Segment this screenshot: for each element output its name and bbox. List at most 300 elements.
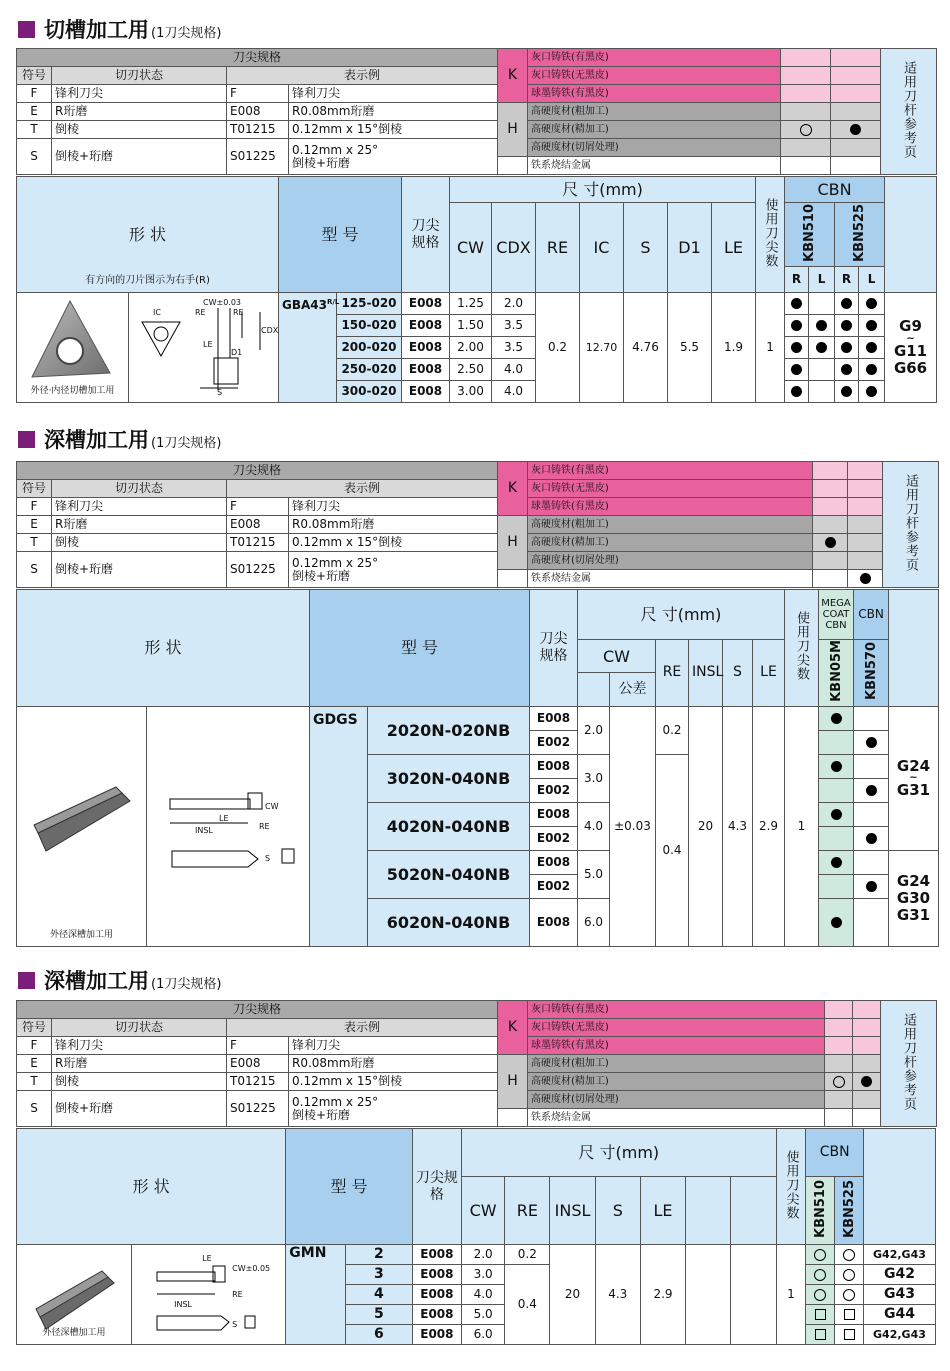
- spec-ex-desc: R0.08mm珩磨: [289, 516, 498, 534]
- spec-ex-desc: 锋利刀尖: [289, 498, 498, 516]
- cdx-value: 4.0: [492, 381, 536, 403]
- spec-value: E008: [402, 381, 450, 403]
- grade-header: KBN510: [812, 1179, 828, 1238]
- spec-state: 倒棱: [52, 534, 227, 552]
- image-caption: 外径·内径切槽加工用: [30, 386, 115, 396]
- ref-page: G30: [896, 888, 931, 907]
- spec-value: E008: [530, 850, 578, 874]
- model-number: 250-020: [337, 359, 402, 381]
- dot-mark-icon: [791, 320, 802, 331]
- ref-page: G24: [896, 757, 931, 776]
- cdx-value: 3.5: [492, 337, 536, 359]
- grade-mark: [835, 315, 859, 337]
- spec-ex-desc: R0.08mm珩磨: [289, 1055, 498, 1073]
- model-number: 4020N-040NB: [368, 802, 530, 850]
- spec-ex-code: S01225: [227, 1091, 289, 1127]
- dim-label: 尺 寸(mm): [462, 1129, 777, 1177]
- tolerance-value: ±0.03: [610, 706, 656, 946]
- series-cell: [279, 293, 340, 403]
- shape-note: 有方向的刀片图示为右手(R): [85, 275, 210, 286]
- spec-ex-desc2: 倒棱+珩磨: [292, 1107, 351, 1122]
- rl-header: R: [835, 267, 859, 293]
- dot-mark-icon: [791, 342, 802, 353]
- s-value: 4.3: [595, 1245, 640, 1345]
- spec-value: E008: [402, 337, 450, 359]
- re-value: 0.2: [536, 293, 580, 403]
- ref-page: G66: [893, 359, 928, 377]
- spec-value: E008: [412, 1245, 461, 1265]
- cw-value: 6.0: [578, 898, 610, 946]
- spec-ex-desc: 0.12mm x 15°倒棱: [289, 1073, 498, 1091]
- dim-col: S: [595, 1177, 640, 1245]
- re-value: 0.2: [505, 1245, 550, 1265]
- grade-mark: [806, 1325, 835, 1345]
- drawing-label: INSL: [195, 825, 213, 835]
- use-label: 使用刀尖数: [783, 1149, 799, 1220]
- dot-mark-icon: [841, 342, 852, 353]
- spec-value: E008: [530, 706, 578, 730]
- spec-code: S: [17, 139, 52, 175]
- section-2-title: [18, 424, 221, 454]
- dot-mark-icon: [816, 320, 827, 331]
- ic-value: 12.70: [580, 293, 624, 403]
- spec-ex-code: T01215: [227, 534, 289, 552]
- groove-insert-image: [18, 709, 146, 945]
- dim-col: INSL: [689, 640, 723, 707]
- material-item: 高硬度材(粗加工): [528, 1055, 825, 1073]
- dot-mark-icon: [866, 298, 877, 309]
- model-number: 125-020: [337, 293, 402, 315]
- dot-mark-icon: [866, 785, 877, 796]
- material-item: 铁系烧结金属: [528, 1109, 825, 1127]
- shape-label: 形 状: [17, 590, 310, 707]
- cw-value: 4.0: [578, 802, 610, 850]
- use-value: 1: [756, 293, 785, 403]
- col-state: 切刃状态: [52, 67, 227, 85]
- spec-state: 倒棱+珩磨: [52, 139, 227, 175]
- dot-mark-icon: [861, 1076, 872, 1087]
- dot-mark-icon: [791, 298, 802, 309]
- spec-state: 锋利刀尖: [52, 498, 227, 516]
- model-number: 3020N-040NB: [368, 754, 530, 802]
- dot-mark-icon: [866, 320, 877, 331]
- ref-page-label: 适用刀杆参考页: [903, 473, 919, 572]
- cw-value: 4.0: [462, 1285, 505, 1305]
- image-caption: 外径深槽加工用: [49, 929, 113, 940]
- ring-mark-icon: [843, 1289, 855, 1301]
- dim-col: IC: [580, 203, 624, 293]
- spec-ex-desc: 0.12mm x 15°倒棱: [289, 534, 498, 552]
- insert-photo: [17, 1245, 132, 1345]
- spec-ex-desc2: 倒棱+珩磨: [292, 155, 351, 170]
- grade-mark: [859, 381, 885, 403]
- material-item: 高硬度材(切屑处理): [528, 139, 781, 157]
- spec-state: R珩磨: [52, 103, 227, 121]
- cw-value: 5.0: [462, 1305, 505, 1325]
- insert-drawing: [132, 1245, 286, 1345]
- section-subtitle-text: (1刀尖规格): [151, 976, 222, 992]
- drawing-label: RE: [195, 308, 206, 317]
- dot-mark-icon: [831, 713, 842, 724]
- dim-col: INSL: [550, 1177, 595, 1245]
- cw-value: 6.0: [462, 1325, 505, 1345]
- series-sup: R/L: [326, 298, 340, 306]
- model-label: 型 号: [310, 590, 530, 707]
- technical-drawing: [148, 709, 308, 945]
- spec-table-1: [16, 48, 937, 175]
- grade-mark: [835, 337, 859, 359]
- section-3-title: [18, 965, 221, 995]
- ref-page: G31: [896, 781, 931, 800]
- material-h: H: [498, 1055, 528, 1109]
- insert-photo: [17, 706, 147, 946]
- grade-mark: [806, 1265, 835, 1285]
- drawing-label: RE: [232, 1290, 243, 1299]
- spec-ex-desc: 0.12mm x 25°: [292, 142, 379, 157]
- grade-mark: [848, 570, 883, 588]
- grade-header: KBN525: [841, 1179, 857, 1238]
- cw-value: 2.0: [462, 1245, 505, 1265]
- ring-mark-icon: [843, 1269, 855, 1281]
- le-value: 2.9: [753, 706, 785, 946]
- ref-page: G11: [893, 342, 928, 360]
- insert-drawing: [129, 293, 279, 403]
- insert-drawing: [147, 706, 310, 946]
- ref-page: G31: [896, 905, 931, 924]
- model-number: 4: [345, 1285, 412, 1305]
- grade-header: KBN525: [852, 203, 868, 262]
- use-label: 使用刀尖数: [794, 610, 809, 681]
- col-code: 符号: [17, 1019, 52, 1037]
- le-value: 2.9: [640, 1245, 685, 1345]
- model-number: 2: [345, 1245, 412, 1265]
- re-value: 0.2: [656, 706, 689, 754]
- col-code: 符号: [17, 480, 52, 498]
- material-item: 灰口铸铁(有黑皮): [528, 462, 813, 480]
- grade-mark: [859, 315, 885, 337]
- spec-ex-desc: 0.12mm x 15°倒棱: [289, 121, 498, 139]
- material-item: 灰口铸铁(无黑皮): [528, 1019, 825, 1037]
- dot-mark-icon: [841, 364, 852, 375]
- model-number: 2020N-020NB: [368, 706, 530, 754]
- spec-value: E008: [530, 754, 578, 778]
- spec-value: E008: [412, 1325, 461, 1345]
- spec-state: R珩磨: [52, 516, 227, 534]
- cw-value: 2.0: [578, 706, 610, 754]
- spec-code: S: [17, 552, 52, 588]
- dot-mark-icon: [866, 737, 877, 748]
- material-item: 球墨铸铁(有黑皮): [528, 85, 781, 103]
- title-square-icon: [18, 972, 35, 989]
- dim-col: RE: [505, 1177, 550, 1245]
- grade-mark: [859, 337, 885, 359]
- insl-value: 20: [550, 1245, 595, 1345]
- ref-tilde: ~: [906, 333, 915, 344]
- spec-ex-code: F: [227, 85, 289, 103]
- dot-mark-icon: [825, 537, 836, 548]
- grade-mark: [809, 337, 835, 359]
- spec-label: 刀尖规格: [530, 590, 578, 707]
- cw-value: 3.0: [578, 754, 610, 802]
- section-subtitle-text: (1刀尖规格): [151, 25, 222, 41]
- cw-value: 1.50: [450, 315, 492, 337]
- spec-ex-desc: 0.12mm x 25°: [292, 1094, 379, 1109]
- spec-state: 倒棱+珩磨: [52, 552, 227, 588]
- drawing-label: CW: [265, 801, 279, 811]
- dot-mark-icon: [860, 573, 871, 584]
- material-item: 高硬度材(精加工): [528, 1073, 825, 1091]
- dim-col: LE: [712, 203, 756, 293]
- spec-code: T: [17, 121, 52, 139]
- grade-mark: [813, 534, 848, 552]
- spec-value: E008: [412, 1265, 461, 1285]
- cdx-value: 3.5: [492, 315, 536, 337]
- spec-ex-code: T01215: [227, 121, 289, 139]
- ref-page-label: 适用刀杆参考页: [901, 1012, 917, 1111]
- series-name: GDGS: [310, 706, 368, 946]
- spec-state: 倒棱: [52, 121, 227, 139]
- d1-value: 5.5: [668, 293, 712, 403]
- spec-value: E008: [412, 1285, 461, 1305]
- dim-col: LE: [753, 640, 785, 707]
- spec-code: S: [17, 1091, 52, 1127]
- spec-code: E: [17, 516, 52, 534]
- model-number: 6020N-040NB: [368, 898, 530, 946]
- material-item: 球墨铸铁(有黑皮): [528, 1037, 825, 1055]
- section-title-text: 切槽加工用: [44, 18, 149, 42]
- cw-value: 3.0: [462, 1265, 505, 1285]
- dim-col: LE: [640, 1177, 685, 1245]
- spec-header: 刀尖规格: [17, 49, 498, 67]
- col-example: 表示例: [227, 480, 498, 498]
- model-number: 200-020: [337, 337, 402, 359]
- cdx-value: 2.0: [492, 293, 536, 315]
- cdx-value: 4.0: [492, 359, 536, 381]
- dot-mark-icon: [791, 364, 802, 375]
- spec-code: E: [17, 1055, 52, 1073]
- grade-header: KBN570: [863, 641, 879, 700]
- drawing-label: CW±0.03: [203, 298, 242, 307]
- dot-mark-icon: [831, 857, 842, 868]
- material-item: 灰口铸铁(有黑皮): [528, 1001, 825, 1019]
- drawing-label: S: [217, 388, 223, 397]
- shape-label: 形 状: [17, 1129, 286, 1245]
- spec-ex-code: S01225: [227, 552, 289, 588]
- dim-col: D1: [668, 203, 712, 293]
- ref-page: G24: [896, 871, 931, 890]
- square-mark-icon: [844, 1329, 855, 1340]
- grade-mark: [809, 359, 835, 381]
- spec-value: E008: [402, 293, 450, 315]
- re-value: 0.4: [656, 754, 689, 946]
- material-item: 灰口铸铁(有黑皮): [528, 49, 781, 67]
- material-h: H: [498, 103, 528, 157]
- dot-mark-icon: [866, 342, 877, 353]
- ref-page: G44: [863, 1305, 935, 1325]
- spec-value: E002: [530, 778, 578, 802]
- spec-ex-desc: R0.08mm珩磨: [289, 103, 498, 121]
- grade-mark: [809, 381, 835, 403]
- spec-state: 锋利刀尖: [52, 1037, 227, 1055]
- drawing-label: IC: [153, 308, 161, 317]
- ring-mark-icon: [833, 1076, 845, 1088]
- model-label: 型 号: [286, 1129, 412, 1245]
- material-k: K: [498, 462, 528, 516]
- rl-header: R: [785, 267, 809, 293]
- dot-mark-icon: [841, 298, 852, 309]
- model-label: 型 号: [279, 177, 402, 293]
- dot-mark-icon: [850, 124, 861, 135]
- col-example: 表示例: [227, 1019, 498, 1037]
- ring-mark-icon: [800, 124, 812, 136]
- dim-col: CW: [450, 203, 492, 293]
- drawing-label: LE: [202, 1254, 212, 1263]
- spec-ex-desc: 锋利刀尖: [289, 85, 498, 103]
- col-state: 切刃状态: [52, 1019, 227, 1037]
- dim-label: 尺 寸(mm): [450, 177, 756, 203]
- use-label: 使用刀尖数: [762, 197, 778, 268]
- le-value: 1.9: [712, 293, 756, 403]
- spec-table-2: [16, 461, 939, 588]
- drawing-label: RE: [259, 821, 270, 831]
- ref-page: G42,G43: [863, 1245, 935, 1265]
- spec-ex-code: T01215: [227, 1073, 289, 1091]
- grade-mark: [785, 293, 809, 315]
- product-table-1: [16, 176, 937, 403]
- material-k: K: [498, 49, 528, 103]
- grade-mark: [835, 359, 859, 381]
- spec-label: 刀尖规格: [412, 1129, 461, 1245]
- material-item: 灰口铸铁(无黑皮): [528, 67, 781, 85]
- material-item: 高硬度材(精加工): [528, 534, 813, 552]
- spec-ex-desc: 0.12mm x 25°: [292, 555, 379, 570]
- dot-mark-icon: [841, 386, 852, 397]
- spec-code: T: [17, 1073, 52, 1091]
- spec-ex-desc2: 倒棱+珩磨: [292, 568, 351, 583]
- dim-col: CW: [578, 640, 656, 673]
- series-name: GBA43: [282, 298, 327, 312]
- grade-mark: [809, 293, 835, 315]
- ref-page: G43: [863, 1285, 935, 1305]
- title-square-icon: [18, 21, 35, 38]
- dim-col: CW: [462, 1177, 505, 1245]
- model-number: 5020N-040NB: [368, 850, 530, 898]
- mega-coat-label: MEGA COAT CBN: [819, 590, 854, 640]
- cw-value: 1.25: [450, 293, 492, 315]
- grade-mark: [785, 315, 809, 337]
- dim-col: S: [624, 203, 668, 293]
- spec-state: 锋利刀尖: [52, 85, 227, 103]
- material-k: K: [498, 1001, 528, 1055]
- product-table-3: [16, 1128, 936, 1345]
- drawing-label: S: [265, 853, 271, 863]
- spec-state: R珩磨: [52, 1055, 227, 1073]
- s-value: 4.76: [624, 293, 668, 403]
- square-mark-icon: [815, 1309, 826, 1320]
- drawing-label: RE: [233, 308, 244, 317]
- spec-ex-code: S01225: [227, 139, 289, 175]
- material-item: 球墨铸铁(有黑皮): [528, 498, 813, 516]
- square-mark-icon: [844, 1309, 855, 1320]
- section-1-title: [18, 14, 221, 44]
- ring-mark-icon: [814, 1289, 826, 1301]
- material-h: H: [498, 516, 528, 570]
- dot-mark-icon: [831, 809, 842, 820]
- model-number: 150-020: [337, 315, 402, 337]
- ring-mark-icon: [814, 1269, 826, 1281]
- dot-mark-icon: [816, 342, 827, 353]
- dim-col: RE: [536, 203, 580, 293]
- drawing-label: INSL: [174, 1300, 193, 1309]
- model-number: 5: [345, 1305, 412, 1325]
- insl-value: 20: [689, 706, 723, 946]
- grade-mark: [809, 315, 835, 337]
- ref-page-label: 适用刀杆参考页: [901, 60, 917, 159]
- grade-mark: [853, 1073, 881, 1091]
- material-item: 灰口铸铁(无黑皮): [528, 480, 813, 498]
- cbn-label: CBN: [806, 1129, 864, 1177]
- grade-header: KBN510: [802, 203, 818, 262]
- cw-value: 2.00: [450, 337, 492, 359]
- col-example: 表示例: [227, 67, 498, 85]
- section-subtitle-text: (1刀尖规格): [151, 435, 222, 451]
- cw-value: 5.0: [578, 850, 610, 898]
- spec-ex-code: E008: [227, 1055, 289, 1073]
- model-number: 300-020: [337, 381, 402, 403]
- grade-mark: [835, 1285, 864, 1305]
- dot-mark-icon: [866, 364, 877, 375]
- grade-header: KBN05M: [828, 640, 844, 702]
- grade-mark: [859, 359, 885, 381]
- dot-mark-icon: [866, 833, 877, 844]
- re-value: 0.4: [505, 1265, 550, 1345]
- spec-header: 刀尖规格: [17, 1001, 498, 1019]
- dot-mark-icon: [866, 386, 877, 397]
- model-number: 6: [345, 1325, 412, 1345]
- grade-mark: [835, 1305, 864, 1325]
- spec-value: E008: [402, 359, 450, 381]
- dim-col: S: [723, 640, 753, 707]
- s-value: 4.3: [723, 706, 753, 946]
- material-item: 高硬度材(精加工): [528, 121, 781, 139]
- material-item: 铁系烧结金属: [528, 570, 813, 588]
- drawing-label: CDX: [261, 326, 279, 335]
- col-code: 符号: [17, 67, 52, 85]
- grade-mark: [835, 1245, 864, 1265]
- grade-mark: [825, 1073, 853, 1091]
- ref-page: G42,G43: [863, 1325, 935, 1345]
- material-item: 高硬度材(切屑处理): [528, 552, 813, 570]
- grade-mark: [785, 359, 809, 381]
- series-name: GMN: [286, 1245, 346, 1345]
- use-value: 1: [785, 706, 819, 946]
- drawing-label: D1: [231, 348, 243, 357]
- grade-mark: [859, 293, 885, 315]
- material-item: 高硬度材(粗加工): [528, 103, 781, 121]
- cbn-label: CBN: [785, 177, 885, 203]
- drawing-label: S: [232, 1320, 238, 1329]
- dot-mark-icon: [841, 320, 852, 331]
- spec-state: 倒棱: [52, 1073, 227, 1091]
- spec-table-3: [16, 1000, 937, 1127]
- rl-header: L: [859, 267, 885, 293]
- ring-mark-icon: [843, 1249, 855, 1261]
- cw-value: 2.50: [450, 359, 492, 381]
- spec-ex-desc: 锋利刀尖: [289, 1037, 498, 1055]
- dot-mark-icon: [831, 761, 842, 772]
- grade-mark: [835, 381, 859, 403]
- dim-label: 尺 寸(mm): [578, 590, 785, 640]
